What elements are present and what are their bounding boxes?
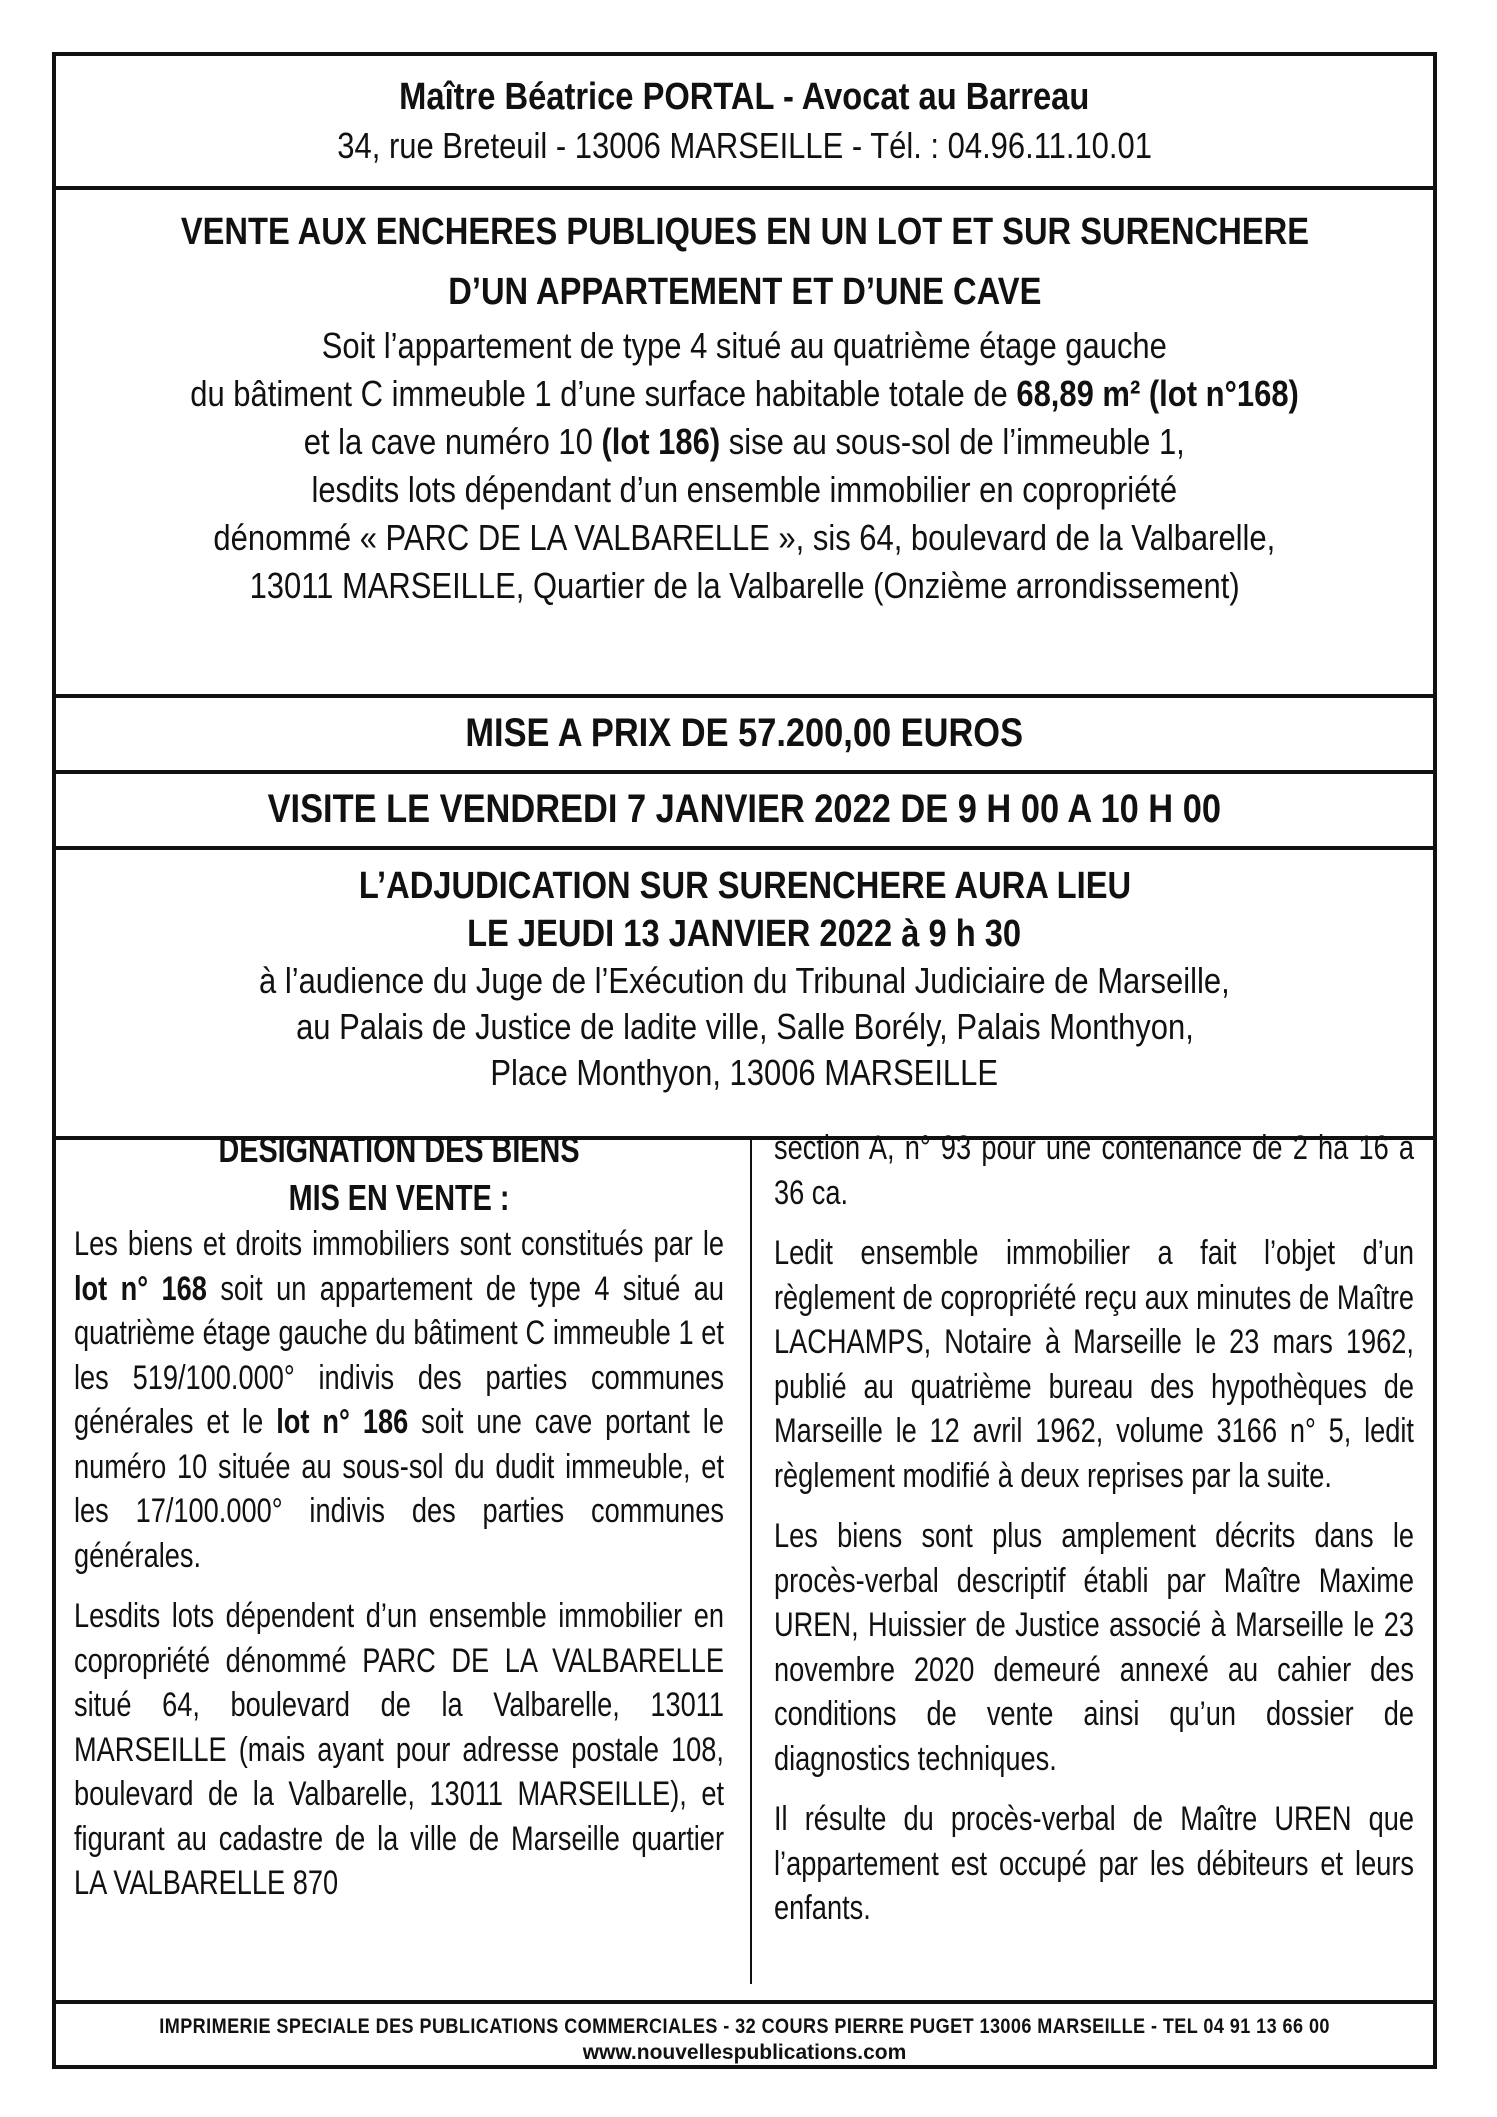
cave-lot: (lot 186): [601, 421, 721, 462]
adjudication-title: L’ADJUDICATION SUR SURENCHERE AURA LIEU: [358, 865, 1131, 907]
sale-line-5: dénommé « PARC DE LA VALBARELLE », sis 64, boulevard de la Valbarelle,: [213, 517, 1276, 558]
printer-footer: [56, 2000, 1433, 2069]
designation-columns: [56, 1126, 1433, 2000]
notice-frame: [52, 52, 1437, 2069]
sale-line-2: du bâtiment C immeuble 1 d’une surface habitable totale de 68,89 m² (lot n°168): [190, 373, 1299, 414]
adjudication-line-3: Place Monthyon, 13006 MARSEILLE: [490, 1052, 999, 1093]
adjudication-section: [56, 850, 1433, 1140]
reglement-paragraph: Ledit ensemble immobilier a fait l’objet d’un règlement de copropriété reçu aux minutes de Maître LACHAMPS, Notaire à Marseille le 23 mars 1962, publié au quatrième bureau des hypothèques de Marseille le 12 avril 1962, volume 3166 n° 5, ledit règlement modifié à deux reprises par la suite.: [774, 1234, 1414, 1495]
sale-line-6: 13011 MARSEILLE, Quartier de la Valbarelle (Onzième arrondissement): [249, 565, 1240, 606]
adjudication-line-1: à l’audience du Juge de l’Exécution du Tribunal Judiciaire de Marseille,: [259, 960, 1230, 1001]
designation-paragraph-2: Lesdits lots dépendent d’un ensemble immobilier en copropriété dénommé PARC DE LA VALBARELLE situé 64, boulevard de la Valbarelle, 13011 MARSEILLE (mais ayant pour adresse postale 108, boulevard de la Valbarelle, 13011 MARSEILLE), et figurant au cadastre de la ville de Marseille quartier LA VALBARELLE 870: [74, 1597, 724, 1902]
designation-title: DESIGNATION DES BIENS: [218, 1129, 580, 1170]
visit-section: [56, 774, 1433, 850]
description-paragraph: Les biens sont plus amplement décrits dans le procès-verbal descriptif établi par Maître Maxime UREN, Huissier de Justice associé à Marseille le 23 novembre 2020 demeuré annexé au cahier des conditions de vente ainsi qu’un dossier de diagnostics techniques.: [774, 1517, 1414, 1778]
starting-price: MISE A PRIX DE 57.200,00 EUROS: [465, 711, 1024, 755]
cadastre-paragraph: section A, n° 93 pour une contenance de 2 ha 16 a 36 ca.: [774, 1129, 1414, 1212]
lawyer-name: Maître Béatrice PORTAL - Avocat au Barreau: [399, 76, 1090, 118]
designation-paragraph-1: Les biens et droits immobiliers sont constitués par le lot n° 168 soit un appartement de type 4 situé au quatrième étage gauche du bâtiment C immeuble 1 et les 519/100.000° indivis des parties communes générales et le lot n° 186 soit une cave portant le numéro 10 située au sous-sol du dudit immeuble, et les 17/100.000° indivis des parties communes générales.: [74, 1225, 725, 1575]
sale-line-3: et la cave numéro 10 (lot 186) sise au sous-sol de l’immeuble 1,: [303, 421, 1186, 462]
occupation-paragraph: Il résulte du procès-verbal de Maître UREN que l’appartement est occupé par les débiteurs et leurs enfants.: [774, 1800, 1414, 1927]
designation-subtitle: MIS EN VENTE :: [288, 1177, 510, 1218]
sale-section: [56, 190, 1433, 698]
sale-subtitle: D’UN APPARTEMENT ET D’UNE CAVE: [447, 271, 1042, 313]
sale-title: VENTE AUX ENCHERES PUBLIQUES EN UN LOT ET SUR SURENCHERE: [180, 211, 1309, 253]
surface-lot: 68,89 m² (lot n°168): [1016, 373, 1299, 414]
adjudication-date: LE JEUDI 13 JANVIER 2022 à 9 h 30: [467, 913, 1022, 955]
price-section: [56, 698, 1433, 774]
column-divider: [750, 1138, 752, 1984]
printer-info: IMPRIMERIE SPECIALE DES PUBLICATIONS COMMERCIALES - 32 COURS PIERRE PUGET 13006 MARSEILLE - TEL 04 91 13 66 00: [159, 2015, 1330, 2038]
lawyer-address: 34, rue Breteuil - 13006 MARSEILLE - Tél. : 04.96.11.10.01: [337, 125, 1152, 166]
sale-line-1: Soit l’appartement de type 4 situé au quatrième étage gauche: [321, 325, 1168, 366]
visit-date: VISITE LE VENDREDI 7 JANVIER 2022 DE 9 H 00 A 10 H 00: [267, 787, 1222, 831]
website-link[interactable]: www.nouvellespublications.com: [582, 2041, 907, 2064]
designation-right-column: [774, 1126, 1414, 1947]
adjudication-line-2: au Palais de Justice de ladite ville, Salle Borély, Palais Monthyon,: [295, 1006, 1194, 1047]
sale-line-4: lesdits lots dépendant d’un ensemble immobilier en copropriété: [311, 469, 1178, 510]
lawyer-header: [56, 56, 1433, 190]
designation-left-column: [74, 1126, 724, 1922]
